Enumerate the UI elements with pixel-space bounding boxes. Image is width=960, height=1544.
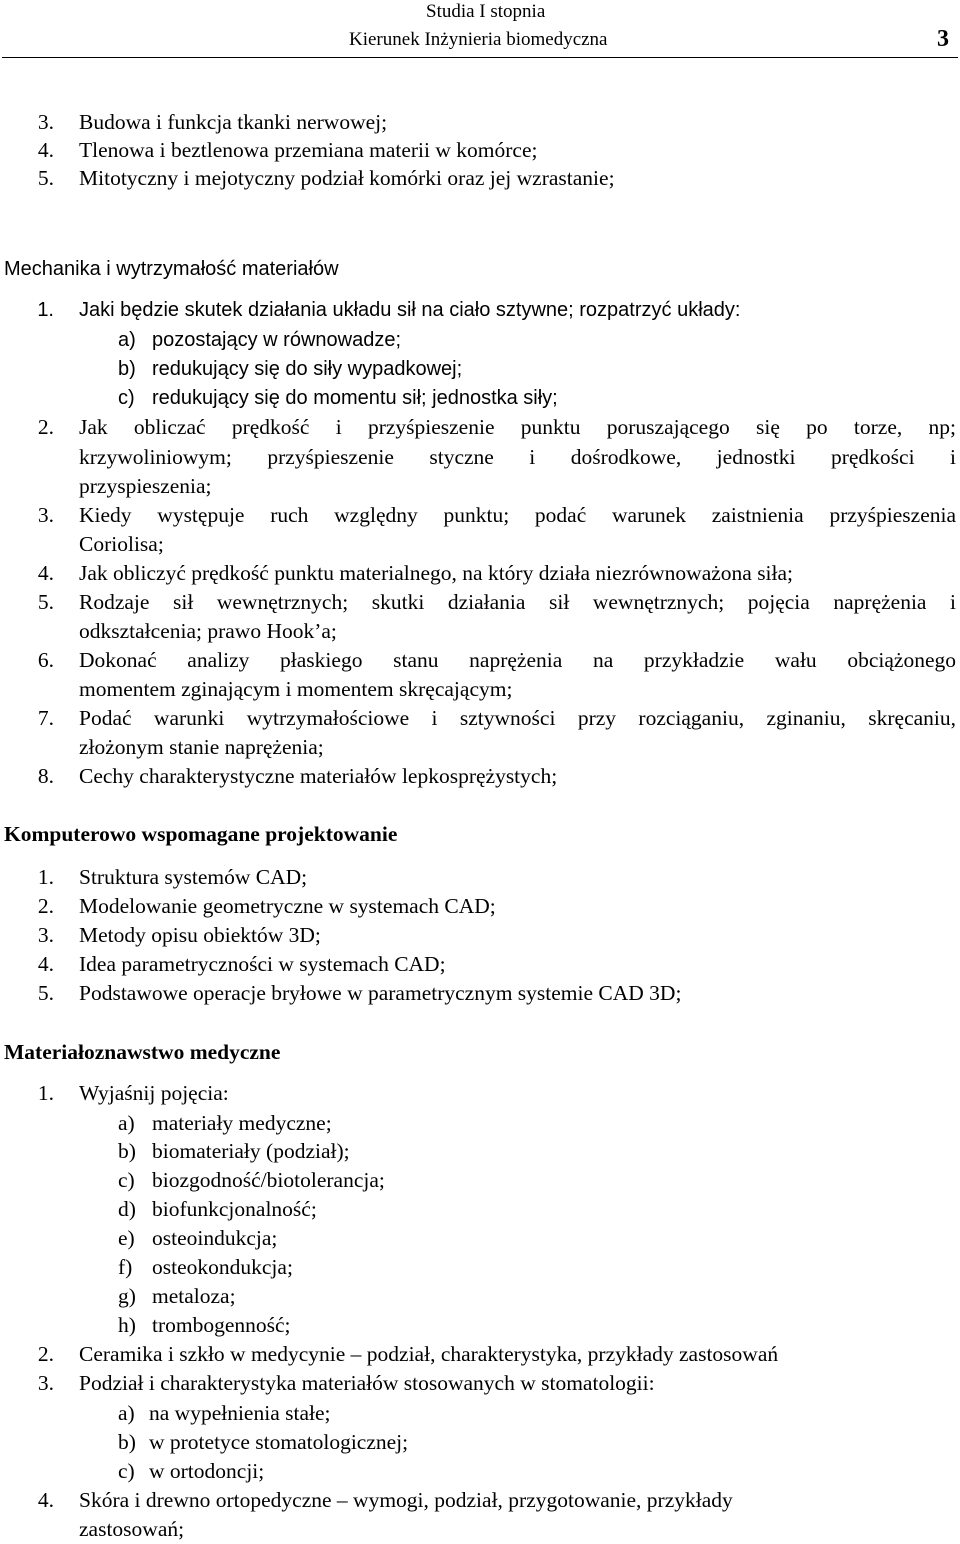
section-heading: Mechanika i wytrzymałość materiałów [4, 258, 339, 280]
header-divider [2, 57, 958, 58]
page-header [0, 0, 960, 58]
document-page: Studia I stopnia Kierunek Inżynieria biomedyczna 3 3. Budowa i funkcja tkanki nerwowej; 4. Tlenowa i beztlenowa przemiana materii w komórce; 5. Mitotyczny i mejotyczny podział komórki oraz jej wzrastanie; Mechanika i wytrzymałość materiałów 1. Jaki będzie skutek działania układu sił na ciało sztywne; rozpatrzyć układy: a) pozostający w równowadze; b) redukujący się do siły wypadkowej; c) redukujący się do momentu sił; jednostka siły; 2. Jak obliczać prędkość i przyśpieszenie punktu poruszającego się po torze, np; krzywoliniowym; przyśpieszenie styczne i dośrodkowe, jednostki prędkości i przyspieszenia; 3. Kiedy występuje ruch względny punktu; podać warunek zaistnienia przyśpieszenia Coriolisa; 4. Jak obliczyć prędkość punktu materialnego, na który działa niezrównoważona siła; 5. Rodzaje sił wewnętrznych; skutki działania sił wewnętrznych; pojęcia naprężenia i odkształcenia; prawo Hook’a; 6. Dokonać analizy płaskiego stanu naprężenia na przykładzie wału obciążonego momentem zginającym i momentem skręcającym; 7. Podać warunki wytrzymałościowe i sztywności przy rozciąganiu, zginaniu, skręcaniu, złożonym stanie naprężenia; 8. Cechy charakterystyczne materiałów lepkosprężystych; Komputerowo wspomagane projektowanie 1. Struktura systemów CAD; 2. Modelowanie geometryczne w systemach CAD; 3. Metody opisu obiektów 3D; 4. Idea parametryczności w systemach CAD; 5. Podstawowe operacje bryłowe w parametrycznym systemie CAD 3D; Materiałoznawstwo medyczne 1. Wyjaśnij pojęcia: a) materiały medyczne; b) biomateriały (podział); c) biozgodność/biotolerancja; d) biofunkcjonalność; e) osteoindukcja; f) osteokondukcja; g) metaloza; h) trombogenność; 2. Ceramika i szkło w medycynie – podział, charakterystyka, przykłady zastosowań 3. Podział i charakterystyka materiałów stosowanych w stomatologii: a) na wypełnienia stałe; b) w protetyce stomatologicznej; c) w ortodoncji; 4. Skóra i drewno ortopedyczne – wymogi, podział, przygotowanie, przykłady zastosowań; [0, 0, 960, 1541]
header-field-of-study: Kierunek Inżynieria biomedyczna [349, 29, 608, 50]
section-heading: Komputerowo wspomagane projektowanie [4, 822, 398, 846]
section-heading: Materiałoznawstwo medyczne [4, 1040, 281, 1064]
header-study-level: Studia I stopnia [426, 1, 546, 22]
page-number: 3 [937, 26, 949, 52]
